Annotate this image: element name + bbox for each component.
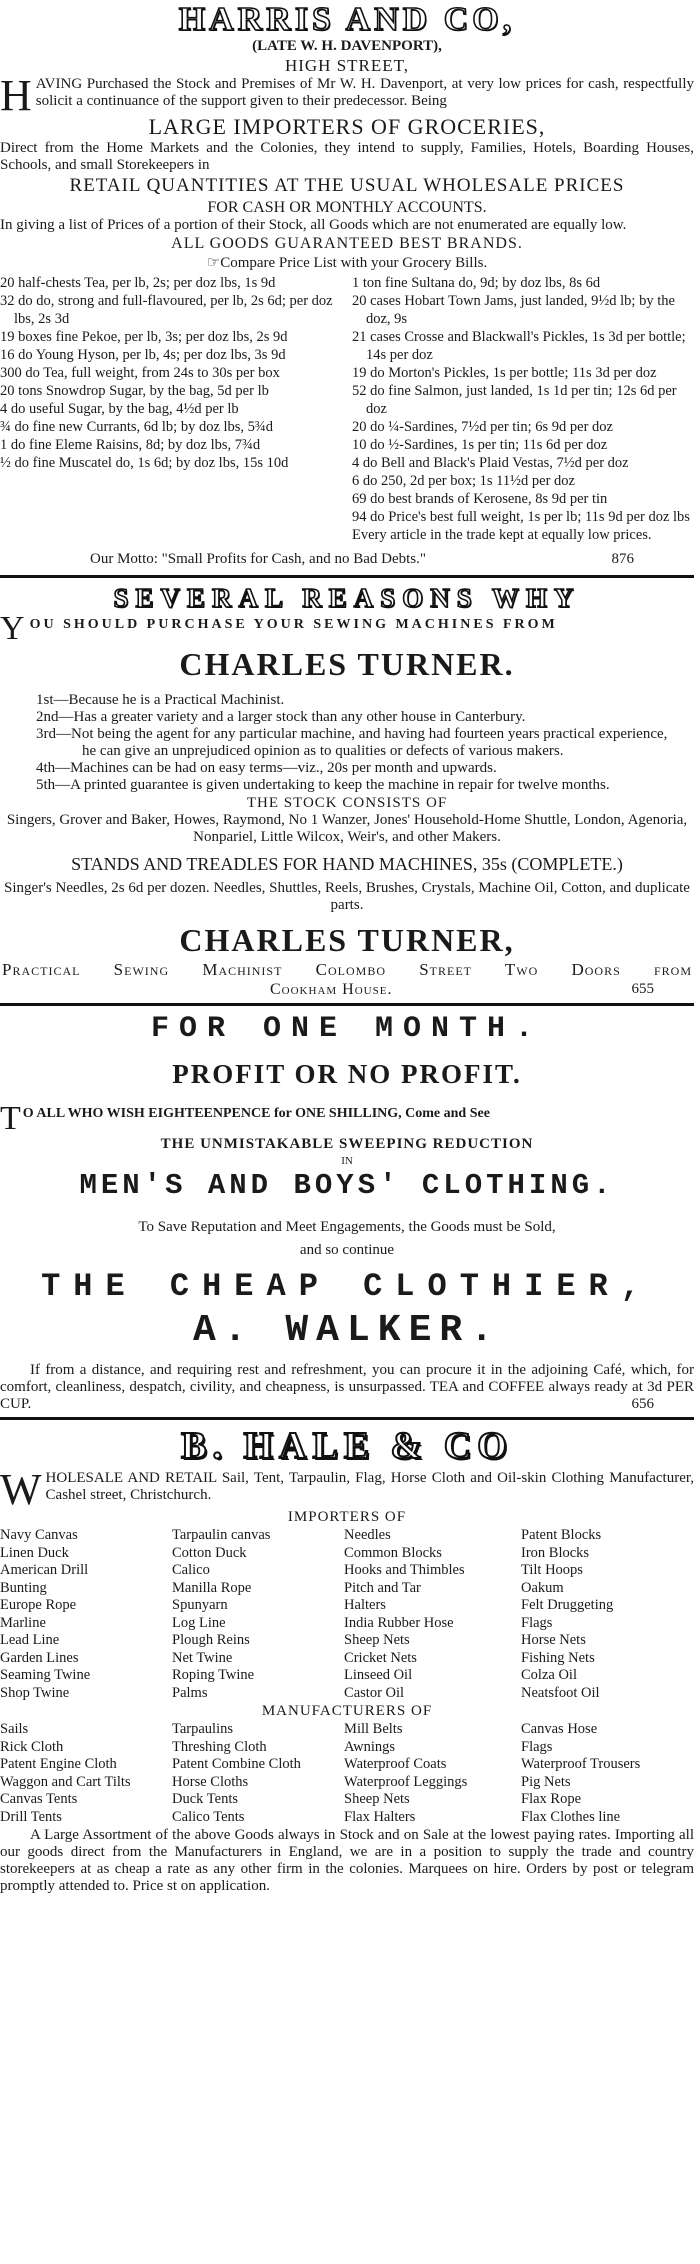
- harris-compare-line: ☞Compare Price List with your Grocery Bills.: [206, 255, 488, 271]
- product-item: Spunyarn: [172, 1597, 228, 1613]
- product-item: Tarpaulins: [172, 1721, 234, 1737]
- product-item: Flax Halters: [344, 1808, 416, 1825]
- product-item: Patent Blocks: [521, 1527, 602, 1543]
- product-item: Duck Tents: [172, 1791, 238, 1807]
- turner-address-line: Practical Sewing Machinist Colombo Street Two Doors from: [2, 960, 692, 979]
- product-item: Cotton Duck: [172, 1544, 247, 1561]
- walker-profit-heading: PROFIT OR NO PROFIT.: [172, 1059, 522, 1089]
- price-item: 19 boxes fine Pekoe, per lb, 3s; per doz lbs, 2s 9d: [0, 329, 288, 345]
- product-item: Flax Clothes line: [521, 1808, 621, 1825]
- product-item: Canvas Tents: [0, 1791, 78, 1807]
- product-item: Flax Rope: [521, 1791, 582, 1807]
- price-item: 52 do fine Salmon, just landed, 1s 1d per tin; 12s 6d per doz: [352, 383, 677, 417]
- walker-advertisement: [0, 1010, 694, 1413]
- product-item: Felt Druggeting: [521, 1597, 614, 1613]
- walker-ad-number: 656: [631, 1396, 654, 1412]
- product-item: Net Twine: [172, 1649, 233, 1666]
- product-item: Patent Engine Cloth: [0, 1756, 117, 1772]
- product-item: Calico Tents: [172, 1808, 245, 1825]
- product-item: Common Blocks: [344, 1544, 442, 1561]
- harris-cash-heading: FOR CASH OR MONTHLY ACCOUNTS.: [207, 199, 487, 216]
- product-item: Navy Canvas: [0, 1527, 78, 1543]
- product-item: Waterproof Leggings: [344, 1773, 468, 1790]
- harris-motto-row: [0, 544, 694, 571]
- harris-importers-heading: LARGE IMPORTERS OF GROCERIES,: [148, 114, 546, 139]
- product-item: Sheep Nets: [344, 1632, 410, 1648]
- turner-reason: 4th—Machines can be had on easy terms—viz., 20s per month and upwards.: [36, 760, 497, 776]
- divider: [0, 1003, 694, 1006]
- harris-guaranteed-heading: ALL GOODS GUARANTEED BEST BRANDS.: [171, 235, 523, 252]
- hale-importers-heading: IMPORTERS OF: [287, 1509, 407, 1525]
- price-item: 19 do Morton's Pickles, 1s per bottle; 11s 3d per doz: [352, 365, 657, 381]
- product-item: Plough Reins: [172, 1632, 250, 1648]
- product-item: Flags: [521, 1738, 553, 1755]
- hale-closing-text: A Large Assortment of the above Goods always in Stock and on Sale at the lowest paying rates. Importing all our goods direct from the Manufacturers in England, we are in a position to supply the trade and country storekeepers at as cheap a rate as any other firm in the colonies. Marquees on hire. Orders by post or telegram promptly attended to. Price st on application.: [0, 1827, 694, 1894]
- price-item: 21 cases Crosse and Blackwall's Pickles, 1s 3d per bottle; 14s per doz: [352, 329, 686, 363]
- product-item: American Drill: [0, 1562, 89, 1578]
- harris-retail-heading: RETAIL QUANTITIES AT THE USUAL WHOLESALE PRICES: [69, 175, 625, 196]
- product-item: Marline: [0, 1614, 46, 1631]
- product-item: Log Line: [172, 1614, 226, 1631]
- price-item: 10 do ½-Sardines, 1s per tin; 11s 6d per doz: [352, 437, 608, 453]
- product-item: Calico: [172, 1562, 210, 1578]
- turner-stock-heading: THE STOCK CONSISTS OF: [246, 795, 448, 811]
- turner-sub-line: [0, 610, 694, 647]
- walker-reduction: THE UNMISTAKABLE SWEEPING REDUCTION: [160, 1136, 534, 1152]
- harris-title: HARRIS AND CO,: [178, 1, 516, 38]
- product-item: Neatsfoot Oil: [521, 1684, 600, 1701]
- price-item: 20 half-chests Tea, per lb, 2s; per doz lbs, 1s 9d: [0, 275, 276, 291]
- turner-name: CHARLES TURNER.: [179, 646, 515, 682]
- product-item: Waterproof Coats: [344, 1756, 447, 1772]
- hale-drop-cap: W: [0, 1465, 42, 1514]
- harris-price-list-left: [0, 274, 342, 544]
- turner-address-cookham: Cookham House.: [270, 981, 393, 998]
- price-item: 20 do ¼-Sardines, 7½d per tin; 6s 9d per doz: [352, 419, 613, 435]
- turner-needles-text: Singer's Needles, 2s 6d per dozen. Needles, Shuttles, Reels, Brushes, Crystals, Machine Oil, Cotton, and duplicate parts.: [4, 880, 690, 913]
- turner-address-row: [0, 980, 694, 999]
- product-item: Pig Nets: [521, 1773, 571, 1790]
- product-item: Fishing Nets: [521, 1649, 595, 1666]
- hale-manufacturers-grid: [0, 1721, 694, 1826]
- product-item: Garden Lines: [0, 1649, 79, 1666]
- product-item: Pitch and Tar: [344, 1579, 421, 1596]
- price-item: ½ do fine Muscatel do, 1s 6d; by doz lbs, 15s 10d: [0, 455, 289, 471]
- harris-drop-cap: H: [0, 71, 32, 120]
- price-item: 69 do best brands of Kerosene, 8s 9d per tin: [352, 491, 608, 507]
- product-item: Flags: [521, 1614, 553, 1631]
- product-item: Manilla Rope: [172, 1579, 252, 1596]
- harris-direct-text: Direct from the Home Markets and the Colonies, they intend to supply, Families, Hotels, Boarding Houses, Schools, and small Storekeepers in: [0, 140, 694, 173]
- turner-ad-number: 655: [631, 981, 654, 997]
- turner-advertisement: [0, 582, 694, 999]
- product-item: Horse Cloths: [172, 1773, 249, 1790]
- product-item: Waterproof Trousers: [521, 1756, 641, 1772]
- product-item: Needles: [344, 1527, 391, 1543]
- product-item: Sheep Nets: [344, 1791, 410, 1807]
- price-item: 32 do do, strong and full-flavoured, per lb, 2s 6d; per doz lbs, 2s 3d: [0, 293, 333, 327]
- hale-advertisement: [0, 1424, 694, 1895]
- walker-number-row: [0, 1396, 694, 1413]
- product-item: Cricket Nets: [344, 1649, 417, 1666]
- walker-continue-text: and so continue: [299, 1242, 395, 1258]
- hale-manufacturers-heading: MANUFACTURERS OF: [261, 1703, 433, 1719]
- turner-reason: 1st—Because he is a Practical Machinist.: [36, 692, 285, 708]
- walker-in: IN: [341, 1155, 353, 1167]
- walker-drop-cap: T: [0, 1100, 21, 1137]
- product-item: Colza Oil: [521, 1667, 577, 1683]
- walker-month-heading: FOR ONE MONTH.: [150, 1012, 544, 1046]
- product-item: Castor Oil: [344, 1684, 405, 1701]
- product-item: Hooks and Thimbles: [344, 1562, 465, 1578]
- product-item: Sails: [0, 1721, 29, 1737]
- harris-late-line: (LATE W. H. DAVENPORT),: [252, 38, 442, 54]
- harris-intro-text: AVING Purchased the Stock and Premises of Mr W. H. Davenport, at very low prices for cash, respectfully solicit a continuance of the support given to their predecessor. Being: [35, 76, 694, 109]
- product-item: Linseed Oil: [344, 1667, 413, 1683]
- product-item: Shop Twine: [0, 1684, 70, 1701]
- price-item: Every article in the trade kept at equally low prices.: [352, 527, 652, 543]
- product-item: Patent Combine Cloth: [172, 1756, 301, 1772]
- product-item: Horse Nets: [521, 1632, 586, 1648]
- product-item: Bunting: [0, 1579, 47, 1596]
- harris-price-list-right: [352, 274, 694, 544]
- harris-intro-paragraph: [0, 71, 694, 120]
- product-item: Threshing Cloth: [172, 1738, 267, 1755]
- harris-giving-text: In giving a list of Prices of a portion of their Stock, all Goods which are not enumerated are equally low.: [0, 217, 627, 233]
- turner-drop-cap: Y: [0, 610, 28, 647]
- price-item: 94 do Price's best full weight, 1s per lb; 11s 9d per doz lbs: [352, 509, 690, 525]
- turner-heading: SEVERAL REASONS WHY: [113, 583, 581, 613]
- price-item: 1 ton fine Sultana do, 9d; by doz lbs, 8s 6d: [352, 275, 601, 291]
- walker-save-text: To Save Reputation and Meet Engagements, the Goods must be Sold,: [138, 1219, 556, 1235]
- product-item: Lead Line: [0, 1632, 60, 1648]
- hale-intro-paragraph: [0, 1465, 694, 1514]
- price-item: 20 tons Snowdrop Sugar, by the bag, 5d per lb: [0, 383, 269, 399]
- product-item: Linen Duck: [0, 1544, 69, 1561]
- product-item: Halters: [344, 1597, 386, 1613]
- hale-title: B. HALE & CO: [181, 1425, 513, 1467]
- product-item: Oakum: [521, 1579, 564, 1596]
- product-item: Waggon and Cart Tilts: [0, 1773, 131, 1790]
- harris-advertisement: [0, 0, 694, 571]
- turner-reason: 2nd—Has a greater variety and a larger stock than any other house in Canterbury.: [36, 709, 526, 725]
- price-item: 20 cases Hobart Town Jams, just landed, 9½d lb; by the doz, 9s: [352, 293, 675, 327]
- price-item: 300 do Tea, full weight, from 24s to 30s per box: [0, 365, 280, 381]
- harris-price-list: [0, 274, 694, 544]
- price-item: 6 do 250, 2d per box; 1s 11½d per doz: [352, 473, 575, 489]
- hale-importers-grid: [0, 1527, 694, 1702]
- turner-reasons: [0, 684, 694, 794]
- walker-clothier-heading: THE CHEAP CLOTHIER,: [41, 1268, 653, 1305]
- walker-all-who-text: O ALL WHO WISH EIGHTEENPENCE for ONE SHILLING, Come and See: [22, 1106, 490, 1121]
- hale-intro-text: HOLESALE AND RETAIL Sail, Tent, Tarpaulin, Flag, Horse Cloth and Oil-skin Clothing Manufacturer, Cashel street, Christchurch.: [45, 1470, 694, 1503]
- product-item: Drill Tents: [0, 1808, 62, 1825]
- price-item: 16 do Young Hyson, per lb, 4s; per doz lbs, 3s 9d: [0, 347, 286, 363]
- harris-ad-number: 876: [611, 551, 634, 567]
- turner-stands-heading: STANDS AND TREADLES FOR HAND MACHINES, 35s (COMPLETE.): [71, 854, 623, 874]
- product-item: Awnings: [344, 1738, 396, 1755]
- product-item: Canvas Hose: [521, 1721, 598, 1737]
- price-item: 1 do fine Eleme Raisins, 8d; by doz lbs, 7¾d: [0, 437, 261, 453]
- price-item: ¾ do fine new Currants, 6d lb; by doz lbs, 5¾d: [0, 419, 274, 435]
- product-item: Europe Rope: [0, 1597, 77, 1613]
- harris-motto: Our Motto: "Small Profits for Cash, and no Bad Debts.": [90, 551, 426, 567]
- product-item: Roping Twine: [172, 1667, 255, 1683]
- walker-name: A. WALKER.: [192, 1309, 502, 1352]
- divider: [0, 1417, 694, 1420]
- walker-all-who-line: [0, 1100, 694, 1137]
- divider: [0, 575, 694, 578]
- product-item: Palms: [172, 1684, 208, 1701]
- product-item: Seaming Twine: [0, 1667, 91, 1683]
- product-item: Rick Cloth: [0, 1738, 64, 1755]
- product-item: Iron Blocks: [521, 1544, 590, 1561]
- turner-stock-list: Singers, Grover and Baker, Howes, Raymond, No 1 Wanzer, Jones' Household-Home Shuttle, London, Agenoria, Nonpariel, Little Wilcox, Weir's, and other Makers.: [6, 812, 688, 845]
- walker-distance-text: If from a distance, and requiring rest and refreshment, you can procure it in the adjoining Café, which, for comfort, cleanliness, despatch, civility, and cheapness, is unsurpassed. TEA and COFFEE always ready at 3d PER CUP.: [0, 1362, 694, 1412]
- product-item: Tilt Hoops: [521, 1562, 583, 1578]
- walker-clothing-heading: MEN'S AND BOYS' CLOTHING.: [79, 1169, 615, 1202]
- product-item: India Rubber Hose: [344, 1614, 454, 1631]
- product-item: Mill Belts: [344, 1721, 403, 1737]
- turner-reason: 3rd—Not being the agent for any particular machine, and having had fourteen years practical experience, he can give an unprejudiced opinion as to qualities or defects of various makers.: [36, 726, 668, 759]
- product-item: Tarpaulin canvas: [172, 1527, 271, 1543]
- harris-street: HIGH STREET,: [284, 56, 410, 75]
- price-item: 4 do useful Sugar, by the bag, 4½d per lb: [0, 401, 239, 417]
- price-item: 4 do Bell and Black's Plaid Vestas, 7½d per doz: [352, 455, 629, 471]
- turner-sub-text: OU SHOULD PURCHASE YOUR SEWING MACHINES FROM: [29, 617, 558, 632]
- turner-name-footer: CHARLES TURNER,: [179, 922, 515, 958]
- turner-reason: 5th—A printed guarantee is given undertaking to keep the machine in repair for twelve months.: [36, 777, 610, 793]
